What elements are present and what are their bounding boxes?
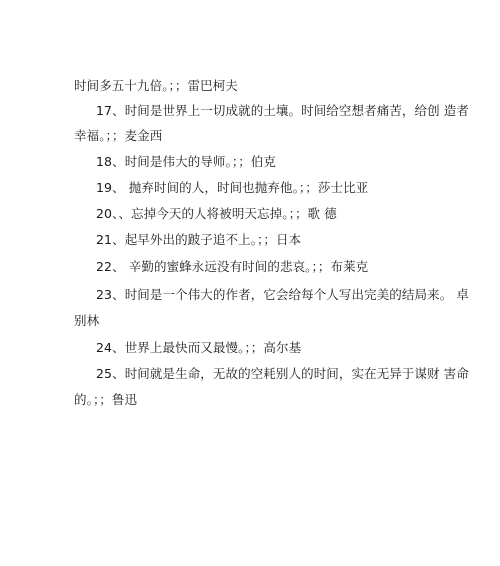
quote-21: 21、起早外出的跛子追不上。；；日本 [96,232,302,247]
quote-25-continued: 的。；；鲁迅 [74,392,138,407]
quote-24: 24、世界上最快而又最慢。；；高尔基 [96,340,302,355]
quote-25: 25、时间就是生命，无故的空耗别人的时间，实在无异于谋财 害命 [96,366,469,381]
quote-18: 18、时间是伟大的导师。；；伯克 [96,154,277,169]
quote-23-continued: 别林 [74,313,100,328]
text-line: 时间多五十九倍。；；雷巴柯夫 [74,78,238,93]
quote-17: 17、时间是世界上一切成就的土壤。时间给空想者痛苦，给创 造者 [96,103,469,118]
quote-17-continued: 幸福。；；麦金西 [74,128,163,143]
quote-20: 20、、忘掉今天的人将被明天忘掉。；；歌 德 [96,206,337,221]
quote-19: 19、 抛弃时间的人，时间也抛弃他。；；莎士比亚 [96,180,369,195]
quote-22: 22、 辛勤的蜜蜂永远没有时间的悲哀。；；布莱克 [96,259,369,274]
quote-23: 23、时间是一个伟大的作者，它会给每个人写出完美的结局来。 卓 [96,287,469,302]
